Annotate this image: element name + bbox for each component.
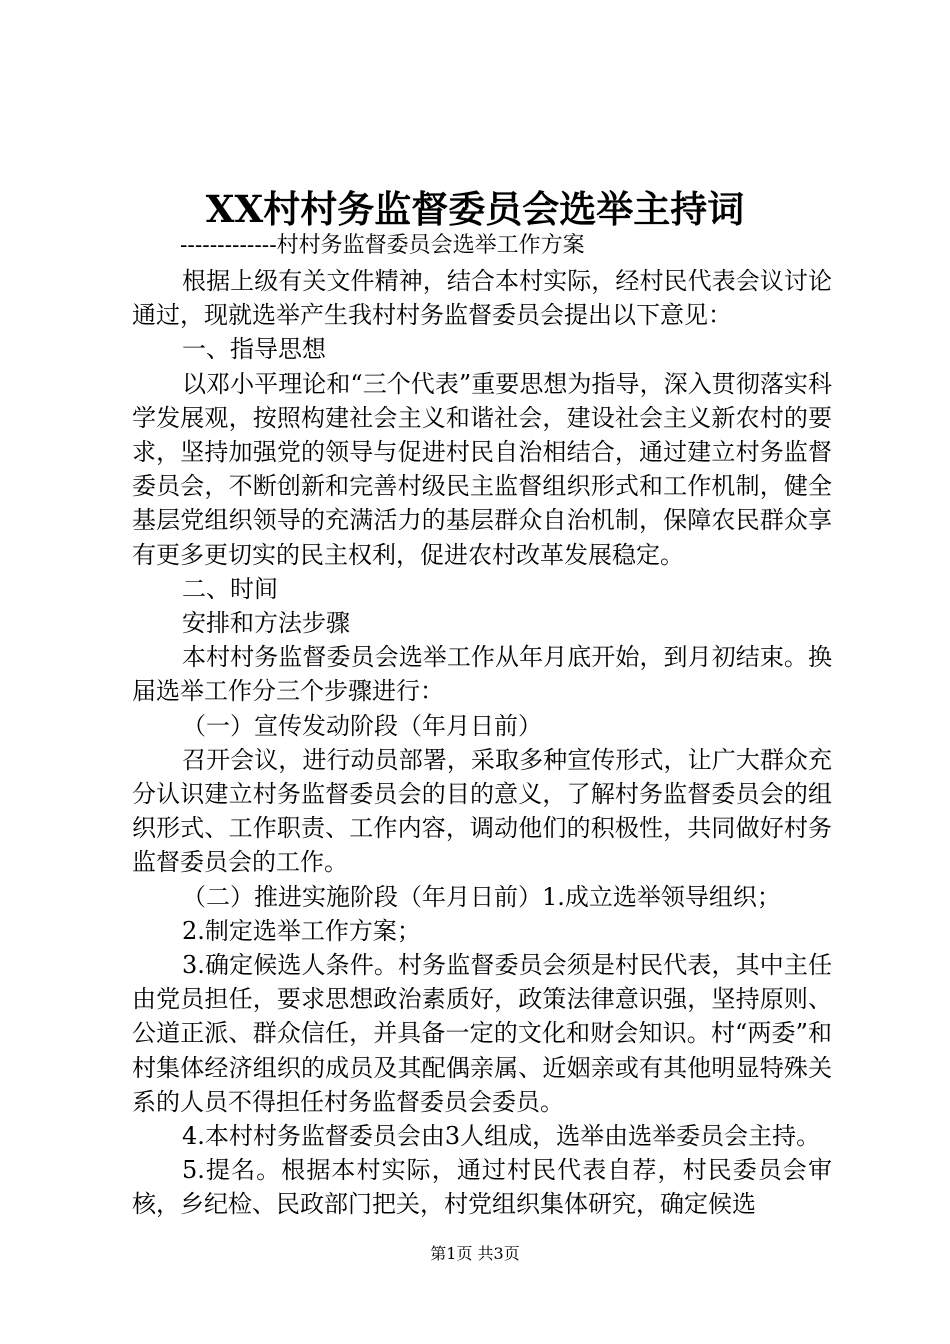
document-body	[132, 264, 832, 1222]
list-item-3: 3.确定候选人条件。村务监督委员会须是村民代表，其中主任由党员担任，要求思想政治素质好，政策法律意识强，坚持原则、公道正派、群众信任，并具备一定的文化和财会知识。村“两委”和村集体经济组织的成员及其配偶亲属、近姻亲或有其他明显特殊关系的人员不得担任村务监督委员会委员。	[132, 951, 832, 1116]
list-item-2: 2.制定选举工作方案；	[182, 916, 421, 945]
list-item-5: 5.提名。根据本村实际，通过村民代表自荐，村民委员会审核，乡纪检、民政部门把关，村党组织集体研究，确定候选	[132, 1156, 832, 1219]
section-heading-arrangement: 安排和方法步骤	[182, 609, 350, 638]
page-title: XX村村务监督委员会选举主持词	[205, 187, 745, 231]
paragraph-schedule: 本村村务监督委员会选举工作从年月底开始，到月初结束。换届选举工作分三个步骤进行：	[132, 643, 832, 706]
section-heading-guiding-ideology: 一、指导思想	[182, 335, 326, 364]
subtitle: -------------村村务监督委员会选举工作方案	[180, 233, 585, 258]
section-heading-time: 二、时间	[182, 574, 278, 603]
subsection-heading-implementation: （二）推进实施阶段（年月日前）1.成立选举领导组织；	[182, 882, 781, 911]
paragraph-intro: 根据上级有关文件精神，结合本村实际，经村民代表会议讨论通过，现就选举产生我村村务监督委员会提出以下意见：	[132, 267, 832, 330]
paragraph-publicity: 召开会议，进行动员部署，采取多种宣传形式，让广大群众充分认识建立村务监督委员会的目的意义，了解村务监督委员会的组织形式、工作职责、工作内容，调动他们的积极性，共同做好村务监督委员会的工作。	[132, 745, 832, 877]
subsection-heading-publicity: （一）宣传发动阶段（年月日前）	[182, 711, 542, 740]
list-item-4: 4.本村村务监督委员会由3人组成，选举由选举委员会主持。	[182, 1122, 821, 1151]
paragraph-guiding-ideology: 以邓小平理论和“三个代表”重要思想为指导，深入贯彻落实科学发展观，按照构建社会主义和谐社会，建设社会主义新农村的要求，坚持加强党的领导与促进村民自治相结合，通过建立村务监督委员会，不断创新和完善村级民主监督组织形式和工作机制，健全基层党组织领导的充满活力的基层群众自治机制，保障农民群众享有更多更切实的民主权利，促进农村改革发展稳定。	[132, 369, 832, 569]
page-footer: 第1页 共3页	[430, 1244, 520, 1263]
